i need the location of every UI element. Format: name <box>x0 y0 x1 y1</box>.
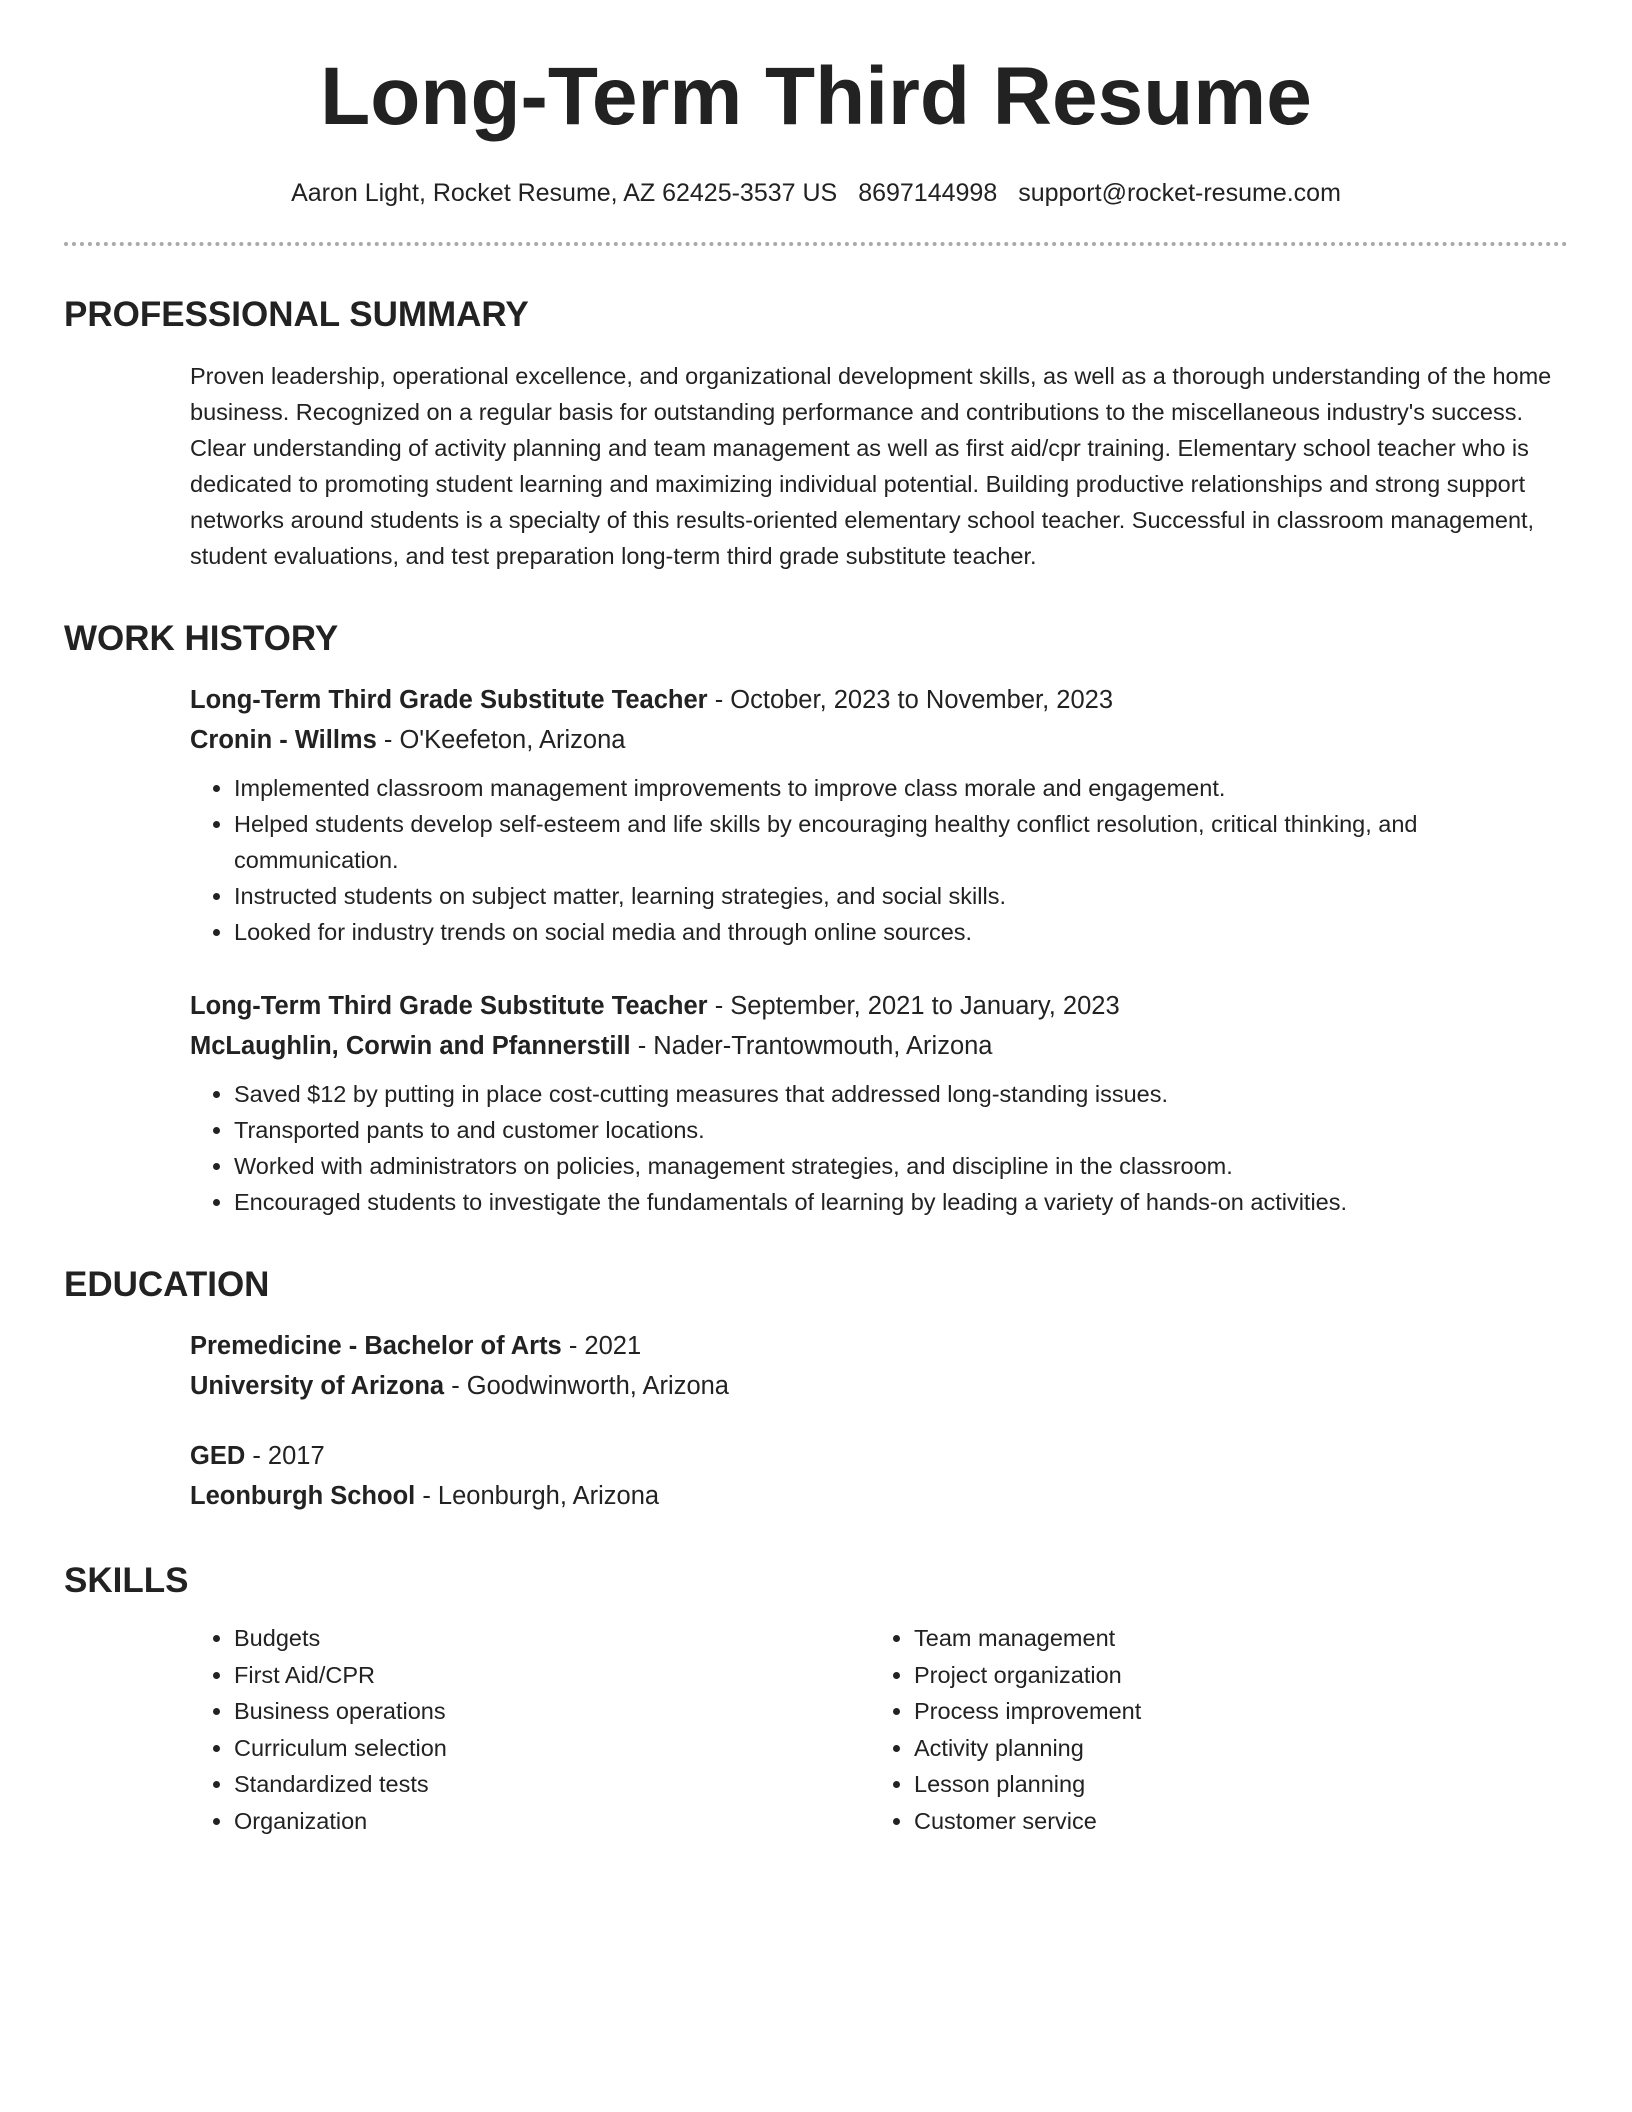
skill-item: • Activity planning <box>914 1730 1550 1767</box>
contact-line <box>64 178 1568 208</box>
school-location: - Goodwinworth, Arizona <box>444 1372 729 1400</box>
job-bullet: • Transported pants to and customer locations. <box>234 1112 1568 1148</box>
skill-item: • Team management <box>914 1620 1550 1657</box>
degree-line <box>190 1326 1568 1366</box>
work-history-heading: WORK HISTORY <box>64 619 339 658</box>
degree-name: Premedicine - Bachelor of Arts <box>190 1332 562 1360</box>
skills-section <box>64 1560 1568 1839</box>
job-bullet: • Looked for industry trends on social media and through online sources. <box>234 914 1568 950</box>
contact-address: Aaron Light, Rocket Resume, AZ 62425-3537 US <box>291 179 838 207</box>
job-bullet: • Instructed students on subject matter, learning strategies, and social skills. <box>234 878 1568 914</box>
header-divider <box>64 242 1568 246</box>
contact-phone: 8697144998 <box>858 179 998 207</box>
education-entry <box>190 1436 1568 1516</box>
education-heading: EDUCATION <box>64 1265 270 1304</box>
job-title: Long-Term Third Grade Substitute Teacher <box>190 686 708 714</box>
job-bullets <box>190 1076 1568 1220</box>
education-entry <box>190 1326 1568 1406</box>
skills-column-right <box>870 1620 1550 1839</box>
skills-list <box>190 1620 870 1839</box>
job-title-line <box>190 986 1568 1026</box>
skills-list <box>870 1620 1550 1839</box>
skill-item: • Curriculum selection <box>234 1730 870 1767</box>
skills-grid <box>190 1620 1568 1839</box>
degree-name: GED <box>190 1442 246 1470</box>
summary-heading: PROFESSIONAL SUMMARY <box>64 295 529 334</box>
school-name: University of Arizona <box>190 1372 445 1400</box>
degree-year: - 2021 <box>561 1332 642 1360</box>
job-bullet: • Helped students develop self-esteem and life skills by encouraging healthy conflict resolution, critical thinking, and communication. <box>234 806 1568 878</box>
skill-item: • Lesson planning <box>914 1766 1550 1803</box>
job-bullet: • Saved $12 by putting in place cost-cutting measures that addressed long-standing issues. <box>234 1076 1568 1112</box>
summary-text: Proven leadership, operational excellence, and organizational development skills, as well as a thorough understanding of the home business. Recognized on a regular basis for outstanding performance and contributions to the miscellaneous industry's success. Clear understanding of activity planning and team management as well as first aid/cpr training. Elementary school teacher who is dedicated to promoting student learning and maximizing individual potential. Building productive relationships and strong support networks around students is a specialty of this results-oriented elementary school teacher. Successful in classroom management, student evaluations, and test preparation long-term third grade substitute teacher. <box>190 363 1552 569</box>
skill-item: • Standardized tests <box>234 1766 870 1803</box>
job-company: Cronin - Willms <box>190 726 377 754</box>
job-bullet: • Encouraged students to investigate the fundamentals of learning by leading a variety of hands-on activities. <box>234 1184 1568 1220</box>
skill-item: • Customer service <box>914 1803 1550 1840</box>
resume-title: Long-Term Third Resume <box>320 51 1312 142</box>
job-title-line <box>190 680 1568 720</box>
job-company: McLaughlin, Corwin and Pfannerstill <box>190 1032 631 1060</box>
summary-section <box>64 294 1568 574</box>
job-location: - O'Keefeton, Arizona <box>376 726 626 754</box>
job-bullet: • Worked with administrators on policies, management strategies, and discipline in the classroom. <box>234 1148 1568 1184</box>
skills-heading: SKILLS <box>64 1561 189 1600</box>
job-dates: - September, 2021 to January, 2023 <box>707 992 1120 1020</box>
job-title: Long-Term Third Grade Substitute Teacher <box>190 992 708 1020</box>
skill-item: • Organization <box>234 1803 870 1840</box>
job-company-line <box>190 720 1568 760</box>
job-location: - Nader-Trantowmouth, Arizona <box>630 1032 993 1060</box>
skills-column-left <box>190 1620 870 1839</box>
degree-year: - 2017 <box>245 1442 325 1470</box>
skill-item: • First Aid/CPR <box>234 1657 870 1694</box>
school-line <box>190 1366 1568 1406</box>
school-name: Leonburgh School <box>190 1482 416 1510</box>
skill-item: • Project organization <box>914 1657 1550 1694</box>
job-company-line <box>190 1026 1568 1066</box>
education-section <box>64 1264 1568 1516</box>
job-entry <box>190 680 1568 950</box>
contact-email: support@rocket-resume.com <box>1018 179 1341 207</box>
skill-item: • Business operations <box>234 1693 870 1730</box>
skill-item: • Process improvement <box>914 1693 1550 1730</box>
school-line <box>190 1476 1568 1516</box>
job-bullet: • Implemented classroom management improvements to improve class morale and engagement. <box>234 770 1568 806</box>
job-bullets <box>190 770 1568 950</box>
school-location: - Leonburgh, Arizona <box>415 1482 660 1510</box>
job-dates: - October, 2023 to November, 2023 <box>707 686 1114 714</box>
degree-line <box>190 1436 1568 1476</box>
skill-item: • Budgets <box>234 1620 870 1657</box>
work-history-section <box>64 618 1568 1220</box>
job-entry <box>190 986 1568 1220</box>
